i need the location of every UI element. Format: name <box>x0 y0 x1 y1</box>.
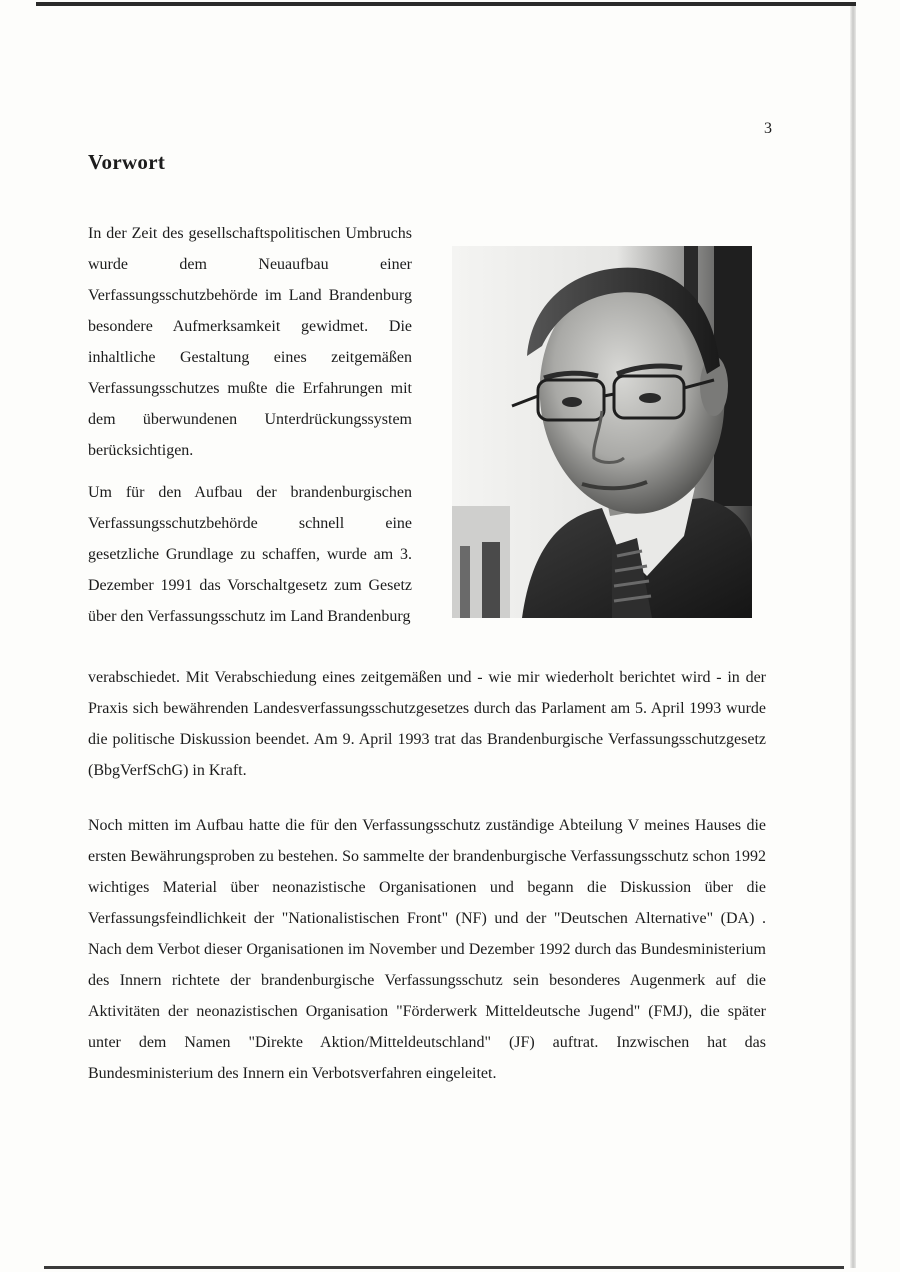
page-title: Vorwort <box>88 150 166 174</box>
paragraph-law-part2: verabschiedet. Mit Verabschiedung eines zeitgemäßen und - wie mir wiederholt berichtet wird - in der Praxis sich bewährenden Landesverfassungsschutzgesetzes durch das Parlament am 5. April 1993 wurde die politische Diskussion beendet. Am 9. April 1993 trat das Brandenburgische Verfassungsschutzgesetz (BbgVerfSchG) in Kraft. <box>88 669 766 779</box>
paragraph-organisations: Noch mitten im Aufbau hatte die für den Verfassungsschutz zuständige Abteilung V meines Hauses die ersten Bewährungsproben zu bestehen. So sammelte der brandenburgische Verfassungsschutz schon 1992 wichtiges Material über neonazistische Organisationen und begann die Diskussion über die Verfassungsfeindlichkeit der "Nationalistischen Front" (NF) und der "Deutschen Alternative" (DA) . Nach dem Verbot dieser Organisationen im November und Dezember 1992 durch das Bundesministerium des Innern richtete der brandenburgische Verfassungsschutz sein besonderes Augenmerk auf die Aktivitäten der neonazistischen Organisation "Förderwerk Mitteldeutsche Jugend" (FMJ), die später unter dem Namen "Direkte Aktion/Mitteldeutschland" (JF) auftrat. Inzwischen hat das Bundesministerium des Innern ein Verbotsverfahren eingeleitet. <box>88 817 766 1082</box>
paragraph-law-part1: Um für den Aufbau der brandenburgischen Verfassungsschutzbehörde schnell eine gesetzliche Grundlage zu schaffen, wurde am 3. Dezember 1991 das Vorschaltgesetz zum Gesetz über den Verfassungsschutz im Land Brandenburg <box>88 484 412 625</box>
top-edge-rule <box>36 2 856 6</box>
paragraph-intro: In der Zeit des gesellschaftspolitischen Umbruchs wurde dem Neuaufbau einer Verfassungsschutzbehörde im Land Brandenburg besondere Aufmerksamkeit gewidmet. Die inhaltliche Gestaltung eines zeitgemäßen Verfassungsschutzes mußte die Erfahrungen mit dem überwundenen Unterdrückungssystem berücksichtigen. <box>88 225 412 459</box>
portrait-photo <box>452 246 752 618</box>
page-binding-edge <box>850 6 856 1268</box>
bottom-edge-rule <box>44 1266 844 1269</box>
page-number: 3 <box>764 120 772 137</box>
